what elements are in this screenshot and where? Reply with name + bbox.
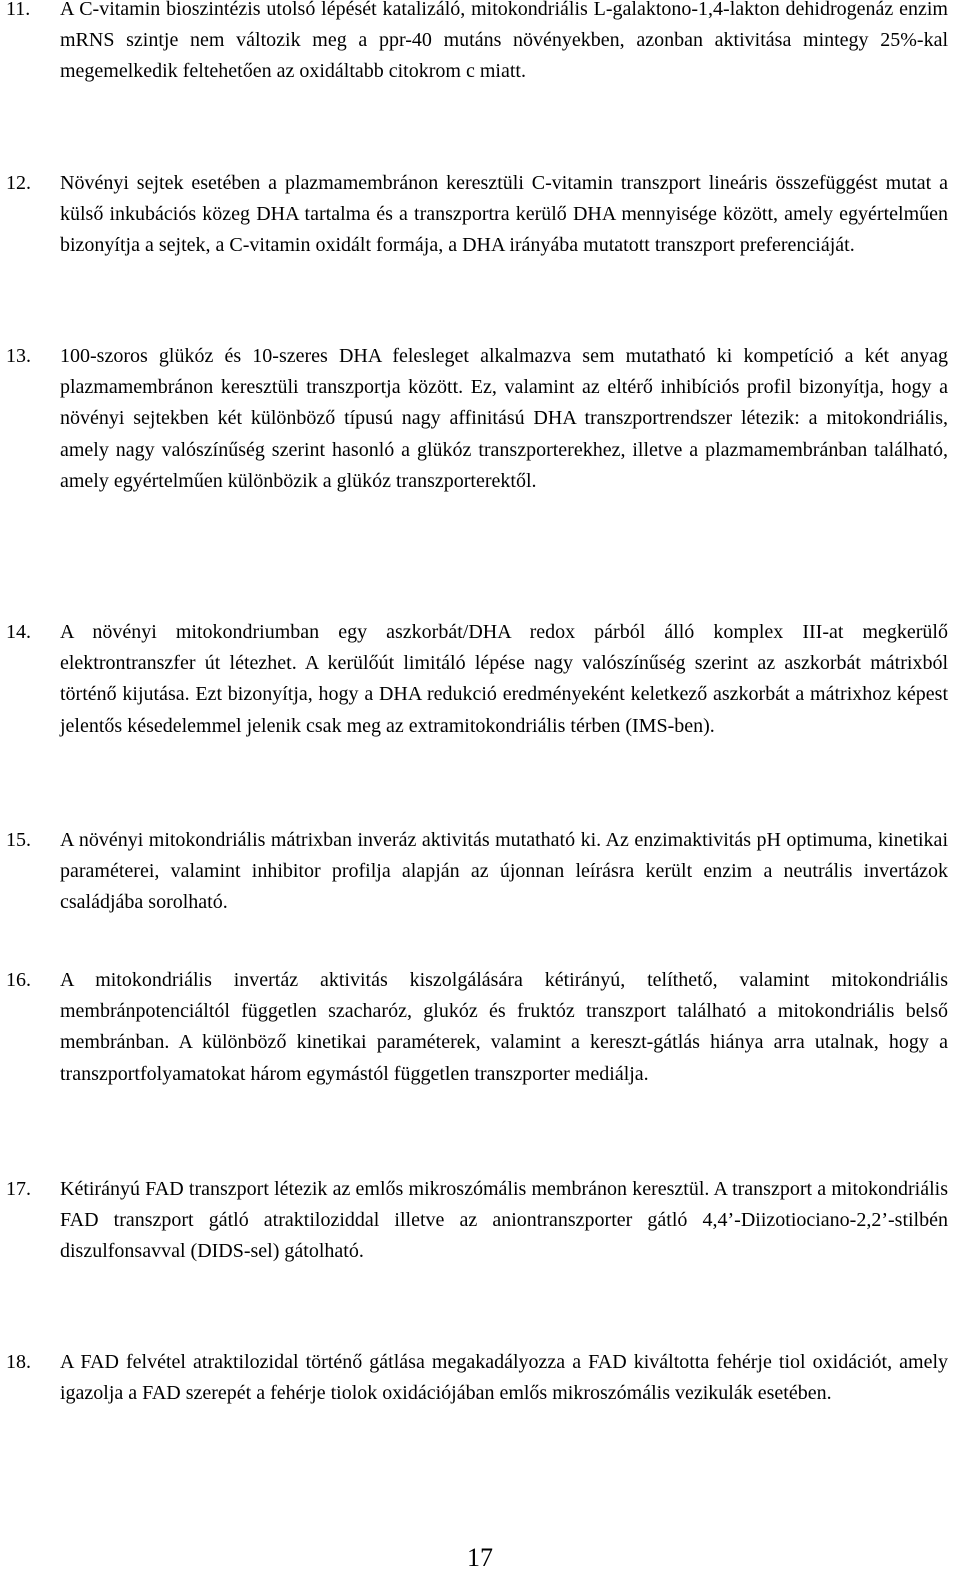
item-text: 100-szoros glükóz és 10-szeres DHA felesleget alkalmazva sem mutatható ki kompetíció a két anyag plazmamembránon keresztüli transzportja között. Ez, valamint az eltérő inhibíciós profil bizonyítja, hogy a növényi sejtekben két különböző típusú nagy affinitású DHA transzportrendszer létezik: a mitokondriális, amely nagy valószínűség szerint hasonló a glükóz transzporterekhez, illetve a plazmamembránban található, amely egyértelműen különbözik a glükóz transzporterektől. [60,345,948,492]
item-number: 11. [6,0,31,20]
item-number: 13. [6,345,31,367]
item-text: A C-vitamin bioszintézis utolsó lépését katalizáló, mitokondriális L-galaktono-1,4-lakton dehidrogenáz enzim mRNS szintje nem változik meg a ppr-40 mutáns növényekben, azonban aktivitása mintegy 25%-kal megemelkedik feltehetően az oxidáltabb citokrom c miatt. [60,0,948,83]
item-text: A FAD felvétel atraktilozidal történő gátlása megakadályozza a FAD kiváltotta fehérje tiol oxidációt, amely igazolja a FAD szerepét a fehérje tiolok oxidációjában emlős mikroszómális vezikulák esetében. [60,1351,948,1405]
item-text: Növényi sejtek esetében a plazmamembránon keresztüli C-vitamin transzport lineáris összefüggést mutat a külső inkubációs közeg DHA tartalma és a transzportra kerülő DHA mennyisége között, amely egyértelműen bizonyítja a sejtek, a C-vitamin oxidált formája, a DHA irányába mutatott transzport preferenciáját. [60,172,948,257]
item-number: 16. [6,969,31,991]
page-number: 17 [467,1543,493,1572]
item-number: 18. [6,1351,31,1373]
item-number: 12. [6,172,31,194]
item-text: A növényi mitokondriális mátrixban inveráz aktivitás mutatható ki. Az enzimaktivitás pH optimuma, kinetikai paraméterei, valamint inhibitor profilja alapján az újonnan leírásra került enzim a neutrális invertázok családjába sorolható. [60,829,948,914]
item-number: 15. [6,829,31,851]
item-number: 14. [6,621,31,643]
item-text: Kétirányú FAD transzport létezik az emlős mikroszómális membránon keresztül. A transzport a mitokondriális FAD transzport gátló atraktiloziddal illetve az aniontranszporter gátló 4,4’-Diizotiociano-2,2’-stilbén diszulfonsavval (DIDS-sel) gátolható. [60,1178,948,1263]
item-text: A növényi mitokondriumban egy aszkorbát/DHA redox párból álló komplex III-at megkerülő elektrontranszfer út létezhet. A kerülőút limitáló lépése nagy valószínűség szerint az aszkorbát mátrixból történő kijutása. Ezt bizonyítja, hogy a DHA redukció eredményeként keletkező aszkorbát a mátrixhoz képest jelentős késedelemmel jelenik csak meg az extramitokondriális térben (IMS-ben). [60,621,948,737]
item-text: A mitokondriális invertáz aktivitás kiszolgálására kétirányú, telíthető, valamint mitokondriális membránpotenciáltól független szacharóz, glukóz és fruktóz transzport található a mitokondriális belső membránban. A különböző kinetikai paraméterek, valamint a kereszt-gátlás hiánya arra utalnak, hogy a transzportfolyamatokat három egymástól független transzporter mediálja. [60,969,948,1085]
item-number: 17. [6,1178,31,1200]
